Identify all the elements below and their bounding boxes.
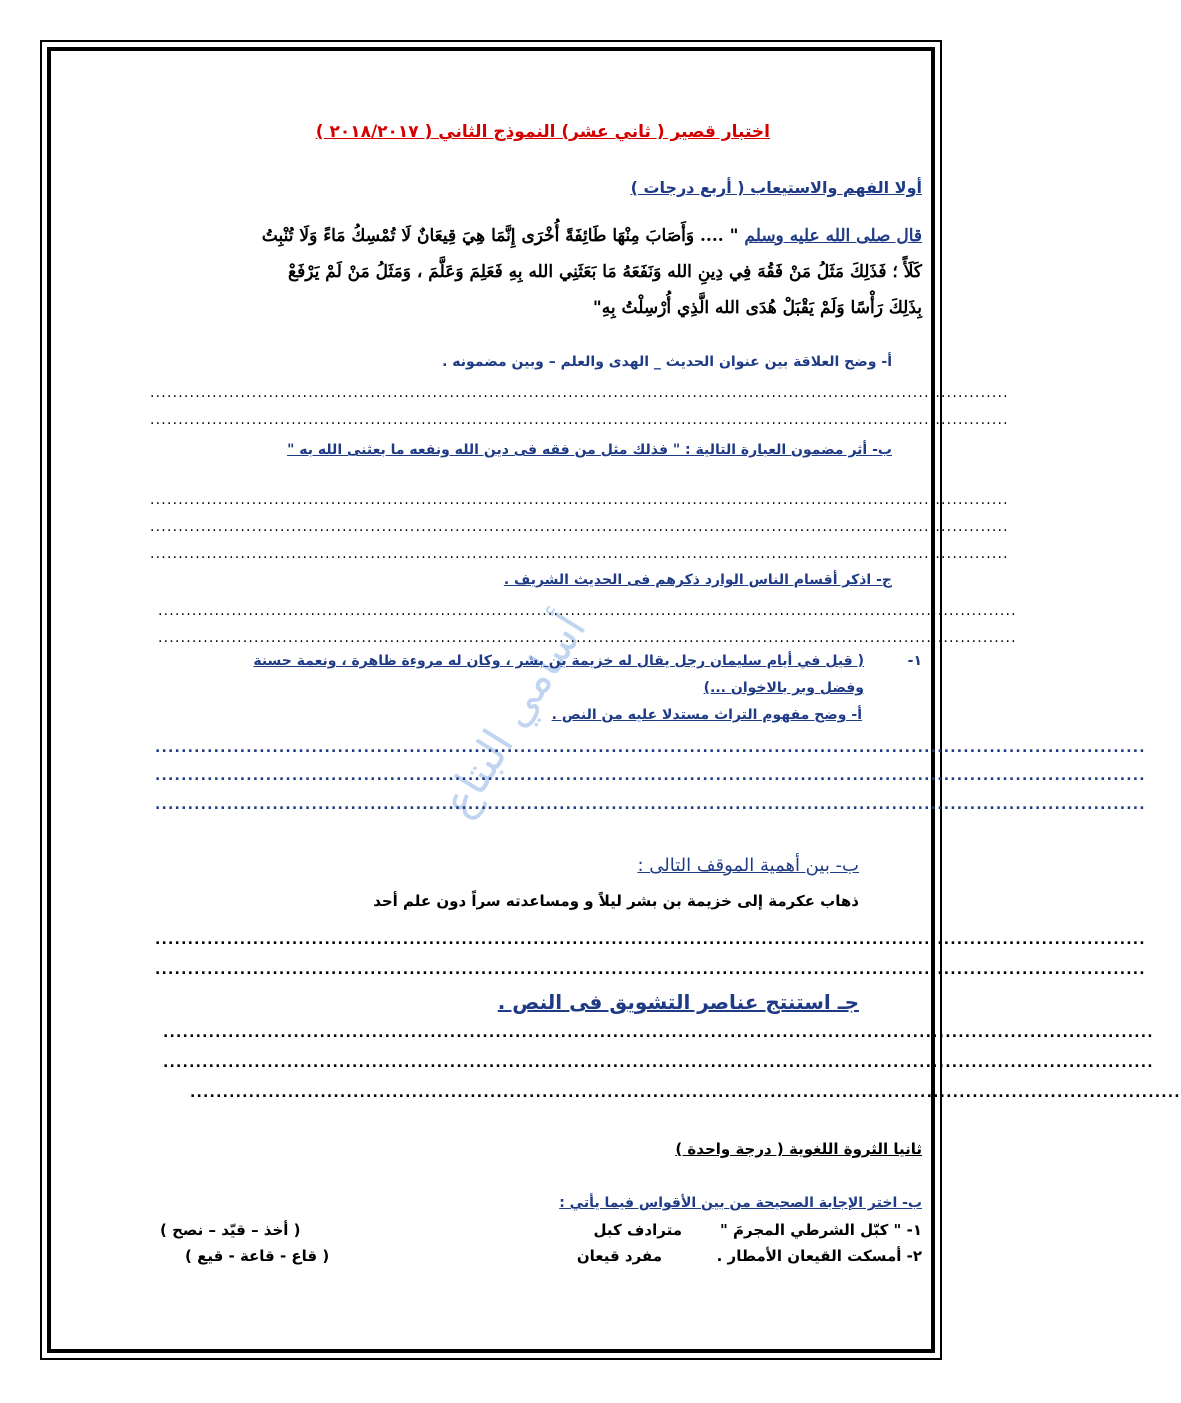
- hadith-attribution: قال صلى الله عليه وسلم: [744, 226, 922, 246]
- question-1a: أ- وضح العلاقة بين عنوان الحديث _ الهدى والعلم – وبين مضمونه .: [442, 354, 892, 370]
- section2-instruction: ب- اختر الإجابة الصحيحة من بين الأقواس فيما يأتي :: [559, 1195, 922, 1211]
- item2-sentence: أمسكت القيعان الأمطار .: [716, 1247, 902, 1265]
- item1-options: ( أخذ – قيّد – نصح ): [160, 1221, 301, 1239]
- passage-line-1: ( قيل في أيام سليمان رجل يقال له خزيمة بن بشر ، وكان له مروءة ظاهرة ، ونعمة حسنة: [253, 653, 864, 669]
- exam-title: اختبار قصير ( ثاني عشر) النموذج الثاني ( ٢٠١٨/٢٠١٧ ): [315, 122, 770, 142]
- answer-line[interactable]: ........................................................................................................................................................: [155, 797, 1146, 813]
- item2-options: ( قاع - قاعة - قيع ): [185, 1247, 330, 1265]
- section2-heading: ثانيا الثروة اللغوية ( درجة واحدة ): [675, 1140, 922, 1158]
- answer-line[interactable]: ........................................................................................................................................................: [190, 1085, 1181, 1101]
- answer-line[interactable]: ........................................................................................................................................................: [150, 385, 1009, 401]
- hadith-text-1: " .... وَأَصَابَ مِنْهَا طَائِفَةً أُخْرَى إِنَّمَا هِيَ قِيعَانٌ لَا تُمْسِكُ مَاءً وَلَا تُنْبِتُ: [261, 226, 739, 246]
- section1-heading: أولا الفهم والاستيعاب ( أربع درجات ): [630, 178, 922, 197]
- hadith-line-3: بِذَلِكَ رَأْسًا وَلَمْ يَقْبَلْ هُدَى الله الَّذِي أُرْسِلْتُ بِهِ": [592, 298, 922, 318]
- hadith-line-2: كَلَأً ؛ فَذَلِكَ مَثَلُ مَنْ فَقُهَ فِي دِينِ الله وَنَفَعَهُ مَا بَعَثَنِي الله بِهِ فَعَلِمَ وَعَلَّمَ ، وَمَثَلُ مَنْ لَمْ يَرْفَعْ: [288, 262, 922, 282]
- item2: [717, 1247, 922, 1265]
- passage-line-2: وفضل وبر بالاخوان ...): [703, 680, 864, 696]
- question-2b-text: ذهاب عكرمة إلى خزيمة بن بشر ليلاً و ومساعدته سراً دون علم أحد: [373, 892, 859, 910]
- question-1c: ج- اذكر أقسام الناس الوارد ذكرهم فى الحديث الشريف .: [503, 572, 892, 588]
- question-2b: ب- بين أهمية الموقف التالى :: [637, 855, 859, 876]
- answer-line[interactable]: ........................................................................................................................................................: [150, 492, 1009, 508]
- passage-number: ١-: [907, 653, 922, 669]
- answer-line[interactable]: ........................................................................................................................................................: [150, 412, 1009, 428]
- question-1b: ب- أثر مضمون العبارة التالية : " فذلك مثل من فقه فى دين الله ونفعه ما بعثنى الله به ": [287, 442, 892, 458]
- question-2a: أ- وضح مفهوم التراث مستدلا عليه من النص .: [551, 707, 862, 723]
- item2-number: ٢-: [906, 1247, 922, 1265]
- item1-number: ١-: [906, 1221, 922, 1239]
- answer-line[interactable]: ........................................................................................................................................................: [158, 630, 1017, 646]
- answer-line[interactable]: ........................................................................................................................................................: [155, 962, 1146, 978]
- answer-line[interactable]: ........................................................................................................................................................: [150, 519, 1009, 535]
- answer-line[interactable]: ........................................................................................................................................................: [155, 740, 1146, 756]
- watermark: أسامي البتاع: [432, 605, 597, 826]
- answer-line[interactable]: ........................................................................................................................................................: [155, 768, 1146, 784]
- question-2c: جـ استنتج عناصر التشويق فى النص .: [497, 990, 859, 1014]
- hadith-line-1: [262, 226, 922, 246]
- item1: [720, 1221, 922, 1239]
- item2-task: مفرد قيعان: [576, 1247, 662, 1265]
- answer-line[interactable]: ........................................................................................................................................................: [158, 603, 1017, 619]
- item1-task: مترادف كبل: [593, 1221, 682, 1239]
- item1-sentence: " كبّل الشرطي المجرمَ ": [719, 1221, 902, 1239]
- answer-line[interactable]: ........................................................................................................................................................: [150, 546, 1009, 562]
- answer-line[interactable]: ........................................................................................................................................................: [163, 1055, 1154, 1071]
- answer-line[interactable]: ........................................................................................................................................................: [155, 932, 1146, 948]
- answer-line[interactable]: ........................................................................................................................................................: [163, 1025, 1154, 1041]
